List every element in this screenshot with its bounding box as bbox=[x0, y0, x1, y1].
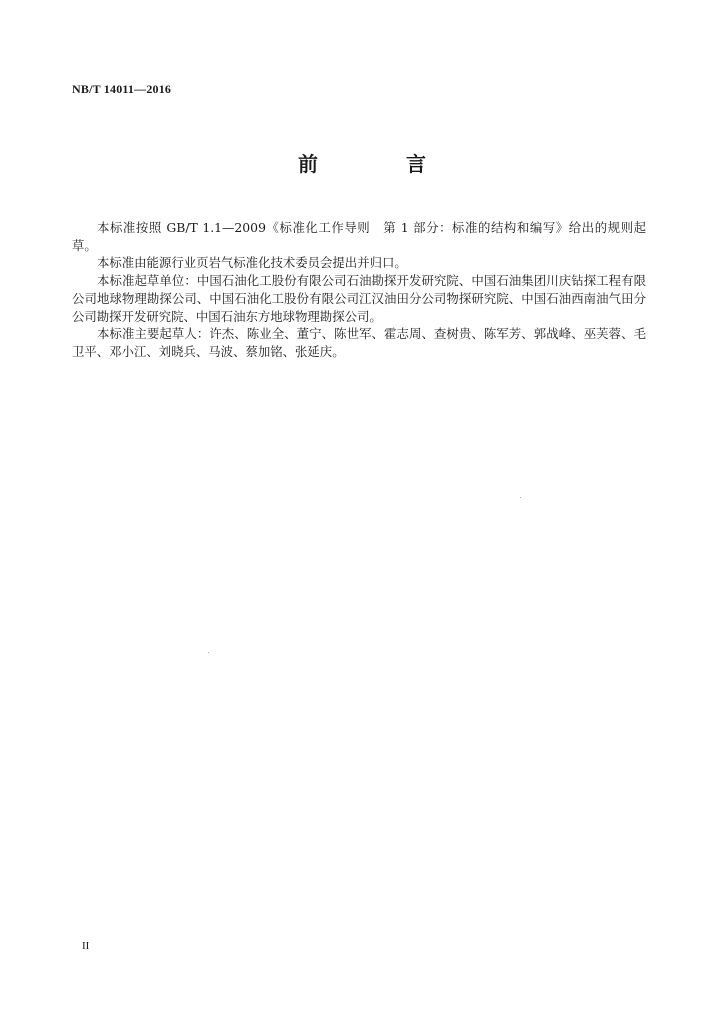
paragraph-drafting-rules: 本标准按照 GB/T 1.1—2009《标准化工作导则 第 1 部分：标准的结构和编写》给出的规则起草。 bbox=[72, 220, 646, 253]
paragraph-drafters: 本标准主要起草人：许杰、陈业全、董宁、陈世军、霍志周、查树贵、陈军芳、郭战峰、巫芙蓉、毛卫平、邓小江、刘晓兵、马波、蔡加铭、张延庆。 bbox=[72, 326, 646, 359]
page-number: II bbox=[82, 940, 90, 952]
standard-code: NB/T 14011—2016 bbox=[72, 82, 172, 96]
paragraph-drafting-units: 本标准起草单位：中国石油化工股份有限公司石油勘探开发研究院、中国石油集团川庆钻探工程有限公司地球物理勘探公司、中国石油化工股份有限公司江汉油田分公司物探研究院、中国石油西南油气田分公司勘探开发研究院、中国石油东方地球物理勘探公司。 bbox=[72, 273, 646, 324]
paragraph-proposer: 本标准由能源行业页岩气标准化技术委员会提出并归口。 bbox=[97, 255, 407, 271]
page-title: 前 言 bbox=[298, 152, 460, 176]
foreword-body bbox=[72, 219, 646, 361]
scan-speck bbox=[208, 652, 209, 653]
scan-speck bbox=[520, 497, 521, 498]
